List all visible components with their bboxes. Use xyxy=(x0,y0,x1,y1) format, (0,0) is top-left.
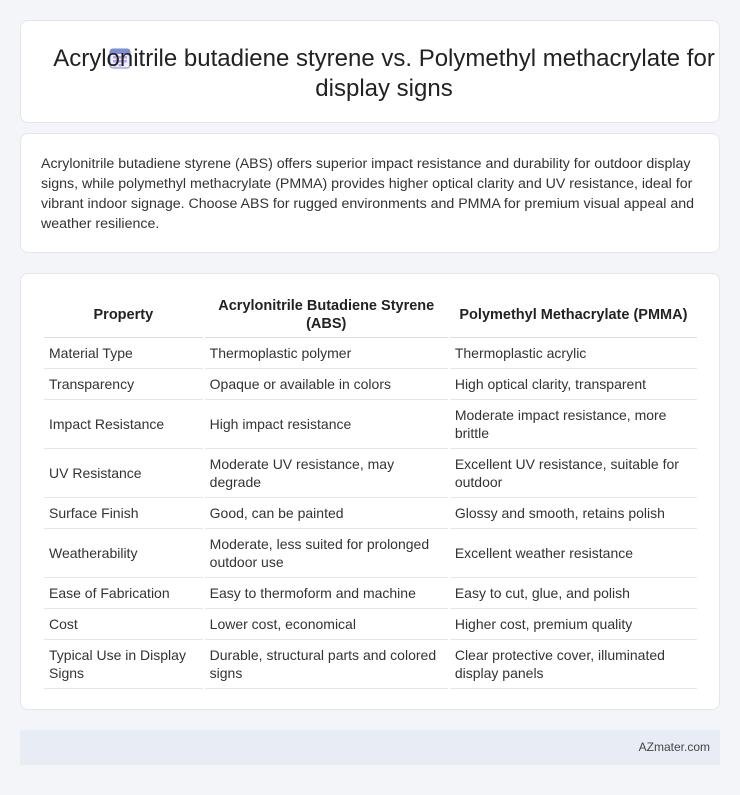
table-cell: Durable, structural parts and colored signs xyxy=(205,640,448,689)
table-cell: Glossy and smooth, retains polish xyxy=(450,498,697,529)
table-cell: Good, can be painted xyxy=(205,498,448,529)
page-title: Acrylonitrile butadiene styrene vs. Polymethyl methacrylate for display signs xyxy=(53,45,715,102)
table-row xyxy=(44,369,697,400)
summary-text: Acrylonitrile butadiene styrene (ABS) offers superior impact resistance and durability for outdoor display signs, while polymethyl methacrylate (PMMA) provides higher optical clarity and UV resistance, ideal for vibrant indoor signage. Choose ABS for rugged environments and PMMA for premium visual appeal and weather resilience. xyxy=(41,156,694,232)
comparison-table xyxy=(42,294,699,689)
table-cell: Cost xyxy=(44,609,203,640)
table-row xyxy=(44,449,697,498)
table-cell: Clear protective cover, illuminated display panels xyxy=(450,640,697,689)
table-cell: High optical clarity, transparent xyxy=(450,369,697,400)
table-cell: Typical Use in Display Signs xyxy=(44,640,203,689)
table-cell: UV Resistance xyxy=(44,449,203,498)
footer-bar xyxy=(20,730,720,765)
table-row xyxy=(44,400,697,449)
table-cell: Opaque or available in colors xyxy=(205,369,448,400)
table-cell: Transparency xyxy=(44,369,203,400)
table-cell: Excellent weather resistance xyxy=(450,529,697,578)
table-cell: Weatherability xyxy=(44,529,203,578)
column-header-pmma: Polymethyl Methacrylate (PMMA) xyxy=(450,294,697,338)
table-cell: Moderate, less suited for prolonged outdoor use xyxy=(205,529,448,578)
table-cell: Ease of Fabrication xyxy=(44,578,203,609)
table-row xyxy=(44,578,697,609)
table-cell: Impact Resistance xyxy=(44,400,203,449)
column-header-property: Property xyxy=(44,294,203,338)
table-cell: Moderate UV resistance, may degrade xyxy=(205,449,448,498)
table-row xyxy=(44,338,697,369)
table-header-row xyxy=(44,294,697,338)
table-cell: Excellent UV resistance, suitable for outdoor xyxy=(450,449,697,498)
title-card xyxy=(20,20,720,123)
table-cell: Easy to thermoform and machine xyxy=(205,578,448,609)
table-row xyxy=(44,529,697,578)
table-cell: Easy to cut, glue, and polish xyxy=(450,578,697,609)
summary-card xyxy=(20,133,720,253)
table-cell: Lower cost, economical xyxy=(205,609,448,640)
table-cell: Thermoplastic polymer xyxy=(205,338,448,369)
table-row xyxy=(44,498,697,529)
table-row xyxy=(44,640,697,689)
table-cell: Higher cost, premium quality xyxy=(450,609,697,640)
table-cell: High impact resistance xyxy=(205,400,448,449)
footer-brand: AZmater.com xyxy=(638,740,710,754)
table-cell: Material Type xyxy=(44,338,203,369)
table-row xyxy=(44,609,697,640)
table-cell: Thermoplastic acrylic xyxy=(450,338,697,369)
comparison-card xyxy=(20,273,720,710)
table-cell: Moderate impact resistance, more brittle xyxy=(450,400,697,449)
table-cell: Surface Finish xyxy=(44,498,203,529)
column-header-abs: Acrylonitrile Butadiene Styrene (ABS) xyxy=(205,294,448,338)
